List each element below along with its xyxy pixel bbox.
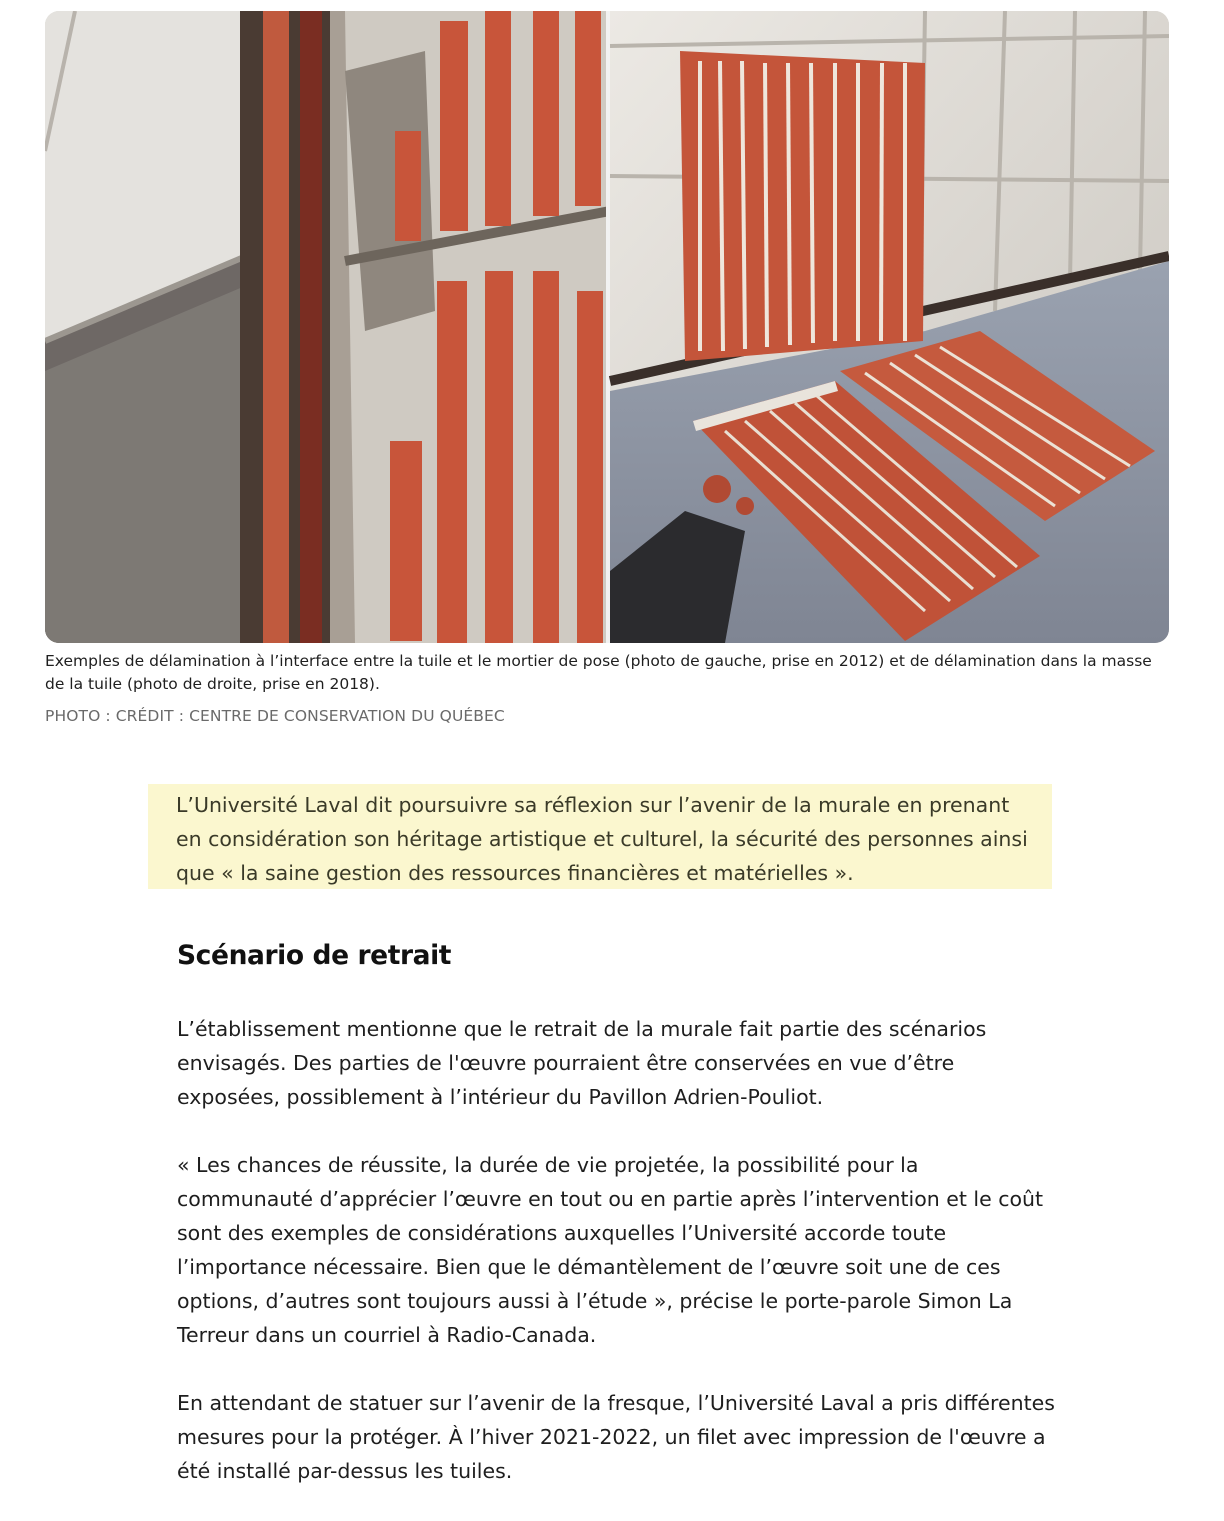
photo-tile-delamination-icon	[45, 11, 1169, 643]
highlighted-quote-text: L’Université Laval dit poursuivre sa réflexion sur l’avenir de la murale en prenant en considération son héritage artistique et culturel, la sécurité des personnes ainsi que « la saine gestion des ressources financières et matérielles ».	[176, 793, 1028, 885]
photo-caption: Exemples de délamination à l’interface entre la tuile et le mortier de pose (photo de gauche, prise en 2012) et de délamination dans la masse de la tuile (photo de droite, prise en 2018).	[45, 652, 1152, 693]
highlighted-quote	[148, 784, 1052, 889]
paragraph: L’établissement mentionne que le retrait de la murale fait partie des scénarios envisagés. Des parties de l'œuvre pourraient être conservées en vue d’être exposées, possiblement à l’intérieur du Pavillon Adrien-Pouliot.	[177, 1017, 987, 1109]
section-heading: Scénario de retrait	[177, 940, 452, 971]
paragraph: « Les chances de réussite, la durée de vie projetée, la possibilité pour la communauté d’apprécier l’œuvre en tout ou en partie après l’intervention et le coût sont des exemples de considérations auxquelles l’Université accorde toute l’importance nécessaire. Bien que le démantèlement de l’œuvre soit une de ces options, d’autres sont toujours aussi à l’étude », précise le porte-parole Simon La Terreur dans un courriel à Radio-Canada.	[177, 1153, 1044, 1347]
paragraph: En attendant de statuer sur l’avenir de la fresque, l’Université Laval a pris différentes mesures pour la protéger. À l’hiver 2021-2022, un filet avec impression de l'œuvre a été installé par-dessus les tuiles.	[177, 1391, 1055, 1483]
article-photo	[45, 11, 1169, 643]
photo-credit: PHOTO : CRÉDIT : CENTRE DE CONSERVATION DU QUÉBEC	[45, 707, 505, 725]
